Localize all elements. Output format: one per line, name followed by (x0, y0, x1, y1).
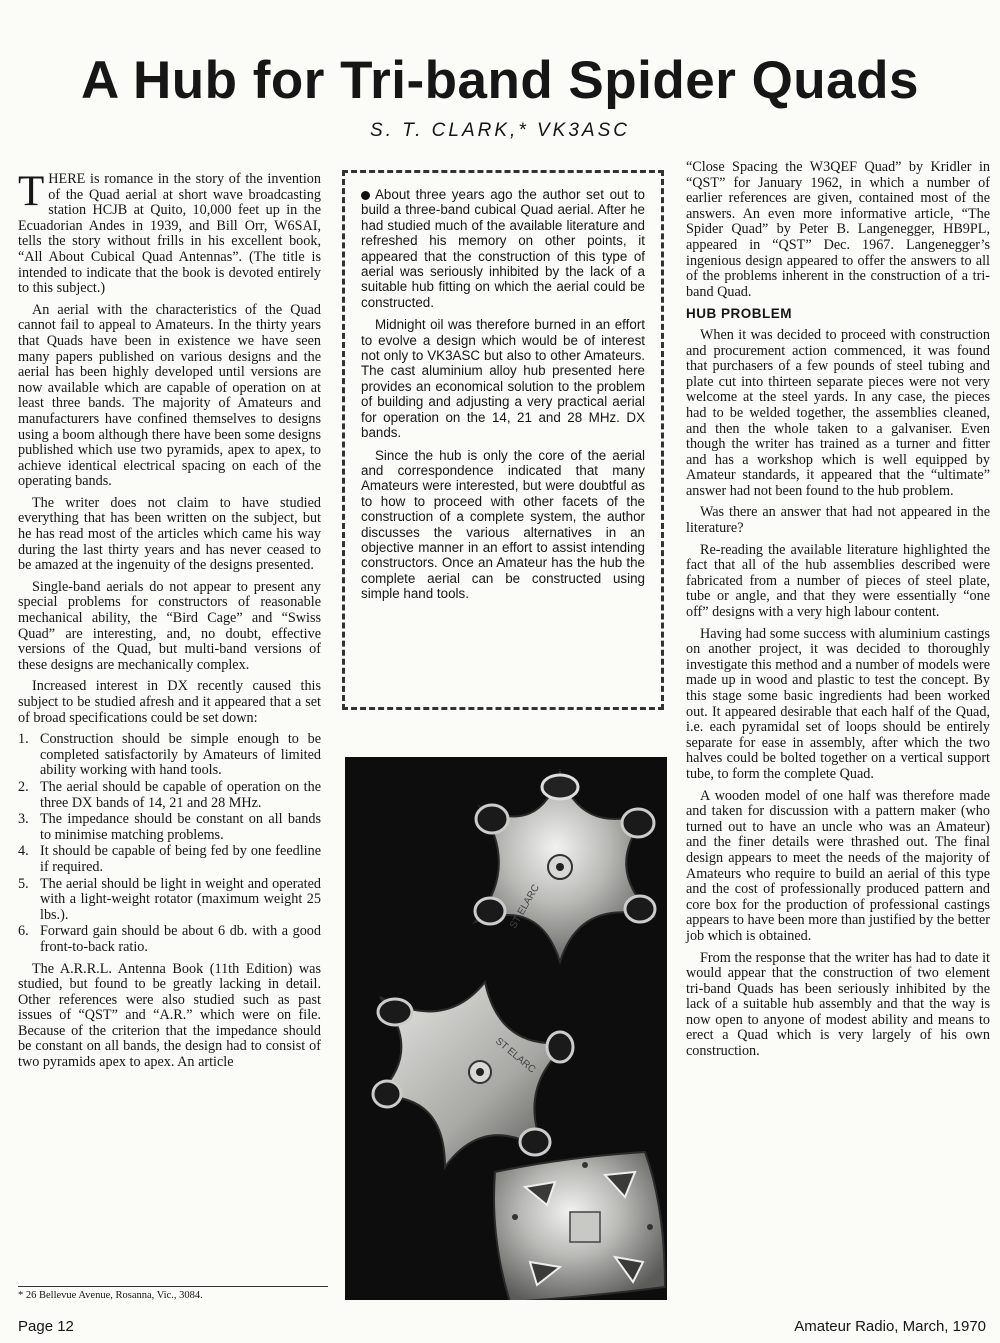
paragraph: From the response that the writer has had to date it would appear that the construction of two element tri-band Quads has been seriously inhibited by the lack of a suitable hub assembly and that the way is now open to anyone of modest ability and means to erect a Quad which is very largely of his own construction. (686, 949, 990, 1060)
column-right (686, 160, 990, 1066)
article-byline: S. T. CLARK,* VK3ASC (370, 120, 630, 141)
hub-photo (345, 757, 667, 1300)
list-number: 3. (18, 811, 29, 828)
list-item (18, 844, 321, 875)
list-text: Forward gain should be about 6 db. with a good front-to-back ratio. (40, 923, 321, 955)
paragraph: The A.R.R.L. Antenna Book (11th Edition) was studied, but found to be greatly lacking in detail. Other references were also studied such as past issues of “QST” and “A.R.” which were on file. Because of the criterion that the impedance should be constant on all bands, the design had to consist of two pyramids apex to apex. An article (18, 960, 321, 1071)
paragraph: Having had some success with aluminium castings on another project, it was decided to thoroughly investigate this method and a number of models were made up in wood and plastic to test the concept. By this stage some basic ingredients had been worked out. It appeared desirable that each half of the Quad, i.e. each pyramidal set of loops should be entirely separate for ease in assembly, after which the two halves could be bolted together on a vertical support tube, to form the complete Quad. (686, 625, 990, 782)
abstract-paragraph (361, 187, 645, 310)
paragraph: The writer does not claim to have studied everything that has been written on the subject, but he has read most of the articles which came his way during the last thirty years and has never ceased to be amazed at the ingenuity of the designs presented. (18, 494, 321, 574)
abstract-text: About three years ago the author set out to build a three-band cubical Quad aerial. After he had studied much of the available literature and refreshed his memory on other points, it appeared that the construction of this type of aerial was seriously inhibited by the lack of a suitable hub fitting on which the aerial could be constructed. (361, 187, 645, 310)
abstract-paragraph: Since the hub is only the core of the aerial and correspondence indicated that many Amateurs were interested, but were doubtful as to how to proceed with other facets of the construction of a complete system, the author discusses the various alternatives in an objective manner in an effort to assist intending constructors. Once an Amateur has the hub the complete aerial can be constructed using simple hand tools. (361, 447, 645, 602)
list-item (18, 812, 321, 843)
column-left (18, 168, 321, 1077)
list-number: 6. (18, 923, 29, 940)
list-text: It should be capable of being fed by one feedline if required. (40, 843, 321, 875)
paragraph: Was there an answer that had not appeared in the literature? (686, 504, 990, 537)
paragraph: Single-band aerials do not appear to present any special problems for constructors of reasonable mechanical ability, the “Bird Cage” and “Swiss Quad” are interesting, and, no doubt, effective versions of the Quad, but multi-band versions of these designs are mechanically complex. (18, 578, 321, 673)
list-text: The aerial should be capable of operation on the three DX bands of 14, 21 and 28 MHz. (40, 778, 321, 811)
list-item (18, 877, 321, 924)
list-number: 4. (18, 843, 29, 860)
page-number: Page 12 (18, 1318, 74, 1335)
section-heading: HUB PROBLEM (686, 306, 792, 322)
hub-casting-bottom (494, 1152, 665, 1300)
bullet-icon (361, 191, 370, 200)
paragraph: When it was decided to proceed with construction and procurement action commenced, it was found that purchasers of a few pounds of steel tubing and plate cut into thirteen separate pieces were not very welcome at the steel yards. In any case, the pieces had to be welded together, the assemblies cleaned, and then the whole taken to a galvaniser. Even though the writer has trained as a turner and fitter and has a workshop which is well equipped by Amateur standards, it appeared that the “ultimate” answer had not been found to the hub problem. (686, 326, 990, 499)
casting-mark: ST ELARC (493, 1035, 538, 1076)
article-title: A Hub for Tri-band Spider Quads (80, 51, 919, 110)
hub-casting-middle (373, 982, 573, 1167)
paragraph: Increased interest in DX recently caused this subject to be studied afresh and it appeared that a set of broad specifications could be set down: (18, 678, 321, 726)
abstract-paragraph: Midnight oil was therefore burned in an effort to evolve a design which would be of interest not only to VK3ASC but also to other Amateurs. The cast aluminium alloy hub presented here provides an economical solution to the problem of building and adjusting a very practical aerial for operation on the 14, 21 and 28 MHz. DX bands. (361, 317, 645, 441)
casting-mark: ST ELARC (508, 882, 542, 931)
list-number: 2. (18, 778, 29, 795)
list-text: Construction should be simple enough to be completed satisfactorily by Amateurs of limited ability working with hand tools. (40, 731, 321, 779)
hub-photo-illustration (345, 757, 667, 1300)
hub-casting-top (475, 772, 655, 962)
drop-cap: T (18, 168, 45, 215)
list-item (18, 732, 321, 779)
list-text: The aerial should be light in weight and operated with a light-weight rotator (maximum weight 25 lbs.). (40, 875, 321, 923)
paragraph-intro-text: HERE is romance in the story of the invention of the Quad aerial at short wave broadcasting station HCJB at Quito, 10,000 feet up in the Ecuadorian Andes in 1939, and Bill Orr, W6SAI, tells the story without frills in his excellent book, “All About Cubical Quad Antennas”. (The title is intended to indicate that the book is devoted entirely to this subject.) (18, 171, 321, 297)
issue-label: Amateur Radio, March, 1970 (794, 1318, 986, 1335)
paragraph: Re-reading the available literature highlighted the fact that all of the hub assemblies described were fabricated from a number of pieces of steel plate, tube or angle, and that they were essentially “one off” designs with a very high labour content. (686, 541, 990, 621)
list-text: The impedance should be constant on all bands to minimise matching problems. (40, 811, 321, 843)
abstract-box (342, 170, 664, 710)
list-item (18, 780, 321, 811)
list-number: 5. (18, 875, 29, 892)
paragraph: A wooden model of one half was therefore made and taken for discussion with a pattern maker (who turned out to have an uncle who was an Amateur) and the finer details were thrashed out. The final design appears to meet the needs of the majority of Amateurs who require to build an aerial of this type and the cost of professionally produced pattern and core box for the production of professional castings appears to have been more than justified by the better job which is obtained. (686, 787, 990, 944)
paragraph: “Close Spacing the W3QEF Quad” by Kridler in “QST” for January 1962, in which a number of earlier references are given, contained most of the answers. An even more informative article, “The Spider Quad” by Peter B. Langenegger, HB9PL, appeared in “QST” Dec. 1967. Langenegger’s ingenious design appeared to offer the answers to all of the problems inherent in the construction of a tri-band Quad. (686, 159, 990, 300)
list-number: 1. (18, 731, 29, 748)
paragraph-intro (18, 168, 321, 297)
paragraph: An aerial with the characteristics of the Quad cannot fail to appeal to Amateurs. In the thirty years that Quads have been in existence we have seen many papers published on various designs and the aerial has been highly developed until versions are now available which are capable of operation on at least three bands. The majority of Amateurs and manufacturers have confined themselves to designs using a boom although there have been some designs published which use two pyramids, apex to apex, to achieve identical electrical spacing on each of the operating bands. (18, 301, 321, 490)
specification-list (18, 732, 321, 955)
footnote: * 26 Bellevue Avenue, Rosanna, Vic., 3084. (18, 1286, 328, 1301)
list-item (18, 924, 321, 955)
